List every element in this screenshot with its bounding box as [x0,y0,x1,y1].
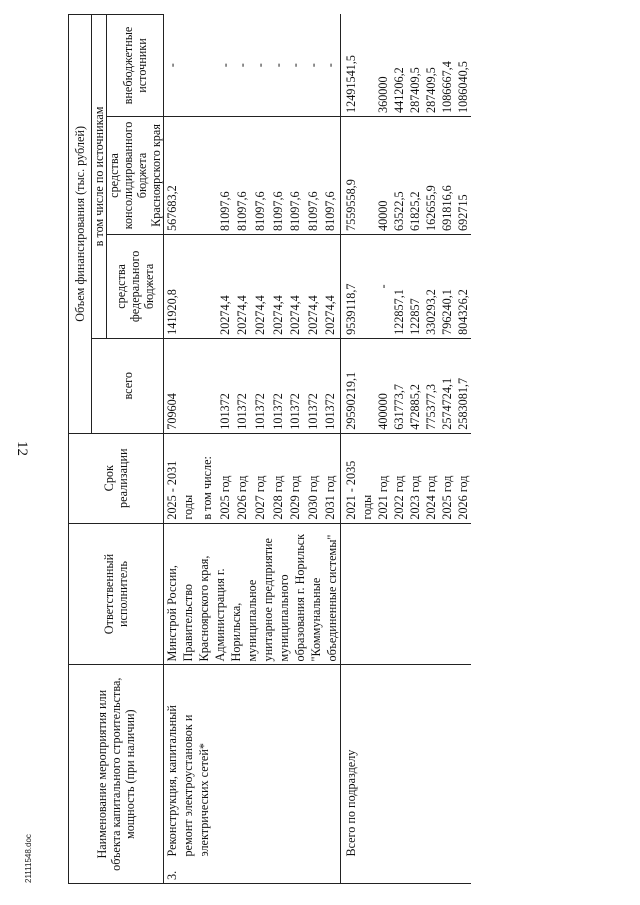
page-number: 12 [14,441,30,456]
item-federal-cell: 20274,4 [252,234,270,338]
item-extra-cell: - [164,15,200,117]
item-total-cell: 101372 [322,338,340,433]
item-federal-cell: 141920,8 [164,234,200,338]
item-regional-cell: 81097,6 [287,116,305,234]
subtotal-regional-cell: 63522,5 [391,116,407,234]
header-period: Срок реализации [69,433,164,523]
item-period-cell: 2030 год [305,433,323,523]
subtotal-regional-cell: 7559558,9 [341,116,376,234]
item-federal-cell: 20274,4 [270,234,288,338]
item-number: 3. [164,860,341,884]
subtotal-total-cell: 631773,7 [391,338,407,433]
subtotal-regional-cell: 692715 [455,116,471,234]
subtotal-federal-cell: 330293,2 [423,234,439,338]
item-period-cell: 2025 год [217,433,235,523]
item-executor: Минстрой России, Правительство Красноярского края, Администрация г. Норильска, муниципальное унитарное предприятие муниципального образования г. Норильск "Коммунальные объединенные системы" [164,523,341,665]
subtotal-federal-cell: 122857 [407,234,423,338]
subtotal-regional-cell: 691816,6 [439,116,455,234]
footer-document-code: 21111548.doc [24,834,33,883]
item-period-cell: 2028 год [270,433,288,523]
subtotal-total-cell: 400000 [375,338,391,433]
subtotal-rows [341,15,472,884]
subtotal-federal-cell: 122857,1 [391,234,407,338]
subtotal-extra-cell: 287409,5 [407,15,423,117]
subtotal-extra-cell: 1086040,5 [455,15,471,117]
item-total-cell [199,338,217,433]
subtotal-extra-cell: 441206,2 [391,15,407,117]
header-name: Наименование мероприятия или объекта капитального строительства, мощность (при наличии) [69,665,164,884]
header-executor: Ответственный исполнитель [69,523,164,665]
header-regional: средства консолидированного бюджета Красноярского края [107,116,164,234]
subtotal-regional-cell: 61825,2 [407,116,423,234]
item-regional-cell: 81097,6 [217,116,235,234]
item-regional-cell: 81097,6 [234,116,252,234]
item-period-cell: 2031 год [322,433,340,523]
subtotal-total-cell: 29590219,1 [341,338,376,433]
subtotal-extra-cell: 360000 [375,15,391,117]
item-extra-cell [199,15,217,117]
item-total-cell: 101372 [234,338,252,433]
item-extra-cell: - [305,15,323,117]
subtotal-extra-cell: 12491541,5 [341,15,376,117]
subtotal-total-cell: 2583081,7 [455,338,471,433]
item-total-cell: 101372 [287,338,305,433]
item-federal-cell: 20274,4 [217,234,235,338]
item-extra-cell: - [322,15,340,117]
item-extra-cell: - [234,15,252,117]
item-period-cell: 2025 - 2031 годы [164,433,200,523]
item-row [164,15,200,884]
subtotal-label: Всего по подразделу [344,749,358,857]
item-federal-cell: 20274,4 [305,234,323,338]
subtotal-regional-cell: 40000 [375,116,391,234]
subtotal-period-cell: 2023 год [407,433,423,523]
item-federal-cell [199,234,217,338]
subtotal-federal-cell: 9539118,7 [341,234,376,338]
header-extra: внебюджетные источники [107,15,164,117]
item-extra-cell: - [217,15,235,117]
item-extra-cell: - [252,15,270,117]
subtotal-period-cell: 2021 год [375,433,391,523]
item-regional-cell [199,116,217,234]
item-regional-cell: 81097,6 [322,116,340,234]
subtotal-regional-cell: 162655,9 [423,116,439,234]
header-federal: средства федерального бюджета [107,234,164,338]
item-extra-cell: - [270,15,288,117]
item-rows [164,15,341,884]
item-extra-cell: - [287,15,305,117]
header-total: всего [92,338,164,433]
subtotal-period-cell: 2021 - 2035 годы [341,433,376,523]
header-funding: Объем финансирования (тыс. рублей) [69,15,92,434]
subtotal-row [341,15,376,884]
subtotal-period-cell: 2026 год [455,433,471,523]
subtotal-period-cell: 2024 год [423,433,439,523]
item-regional-cell: 81097,6 [252,116,270,234]
item-regional-cell: 81097,6 [305,116,323,234]
subtotal-total-cell: 472885,2 [407,338,423,433]
header-by-source: в том числе по источникам [92,15,107,339]
subtotal-federal-cell: - [375,234,391,338]
rotated-table-page [68,14,574,884]
item-total-cell: 101372 [270,338,288,433]
item-period-cell: 2027 год [252,433,270,523]
subtotal-total-cell: 775377,3 [423,338,439,433]
item-federal-cell: 20274,4 [234,234,252,338]
subtotal-period-cell: 2022 год [391,433,407,523]
funding-table [68,14,471,884]
item-period-cell: 2029 год [287,433,305,523]
item-total-cell: 101372 [252,338,270,433]
item-total-cell: 709604 [164,338,200,433]
item-period-cell: 2026 год [234,433,252,523]
subtotal-total-cell: 2574724,1 [439,338,455,433]
item-total-cell: 101372 [217,338,235,433]
subtotal-period-cell: 2025 год [439,433,455,523]
item-federal-cell: 20274,4 [287,234,305,338]
subtotal-extra-cell: 1086667,4 [439,15,455,117]
subtotal-extra-cell: 287409,5 [423,15,439,117]
subtotal-federal-cell: 796240,1 [439,234,455,338]
item-name: Реконструкция, капитальный ремонт электроустановок и электрических сетей* [164,665,341,860]
item-federal-cell: 20274,4 [322,234,340,338]
item-regional-cell: 81097,6 [270,116,288,234]
subtotal-federal-cell: 804326,2 [455,234,471,338]
item-regional-cell: 567683,2 [164,116,200,234]
item-total-cell: 101372 [305,338,323,433]
item-period-cell: в том числе: [199,433,217,523]
